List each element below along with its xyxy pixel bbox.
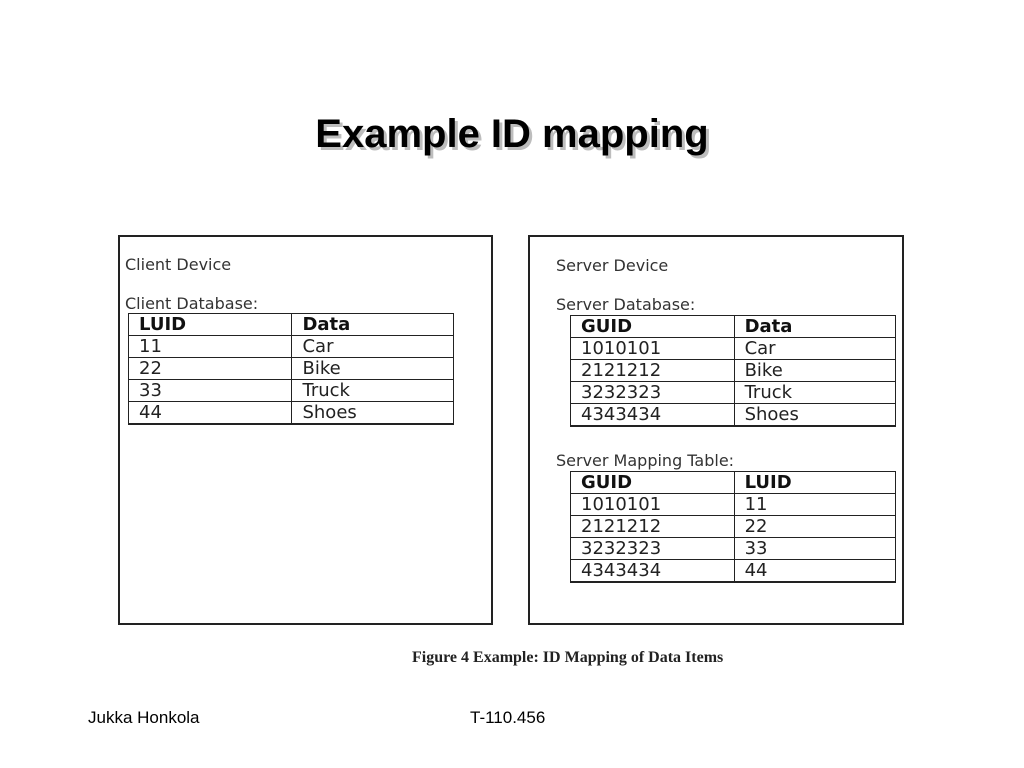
table-row xyxy=(571,516,896,538)
table-cell: 33 xyxy=(734,538,895,560)
client-device-label: Client Device xyxy=(125,255,232,274)
table-row xyxy=(129,402,454,425)
table-header-row xyxy=(571,472,896,494)
table-cell: 22 xyxy=(734,516,895,538)
table-cell: 3232323 xyxy=(571,538,735,560)
table-header-row xyxy=(129,314,454,336)
table-cell: 2121212 xyxy=(571,360,735,382)
column-header: LUID xyxy=(734,472,895,494)
table-cell: 44 xyxy=(734,560,895,583)
table-cell: 2121212 xyxy=(571,516,735,538)
client-database-table xyxy=(128,313,454,425)
table-cell: 1010101 xyxy=(571,494,735,516)
table-header-row xyxy=(571,316,896,338)
table-cell: Truck xyxy=(292,380,454,402)
table-cell: Shoes xyxy=(734,404,895,427)
server-mapping-table xyxy=(570,471,896,583)
table-cell: 11 xyxy=(734,494,895,516)
table-cell: 44 xyxy=(129,402,292,425)
table-cell: Car xyxy=(292,336,454,358)
footer-author: Jukka Honkola xyxy=(88,708,200,727)
table-cell: Car xyxy=(734,338,895,360)
table-row xyxy=(129,336,454,358)
table-row xyxy=(129,380,454,402)
table-cell: 4343434 xyxy=(571,560,735,583)
table-cell: Shoes xyxy=(292,402,454,425)
column-header: LUID xyxy=(129,314,292,336)
table-row xyxy=(571,382,896,404)
table-row xyxy=(571,538,896,560)
table-row xyxy=(571,360,896,382)
server-database-table xyxy=(570,315,896,427)
table-cell: Bike xyxy=(292,358,454,380)
table-row xyxy=(571,494,896,516)
table-cell: Truck xyxy=(734,382,895,404)
table-cell: Bike xyxy=(734,360,895,382)
client-device-panel xyxy=(118,235,493,625)
table-cell: 3232323 xyxy=(571,382,735,404)
figure-caption: Figure 4 Example: ID Mapping of Data Items xyxy=(412,649,724,666)
column-header: Data xyxy=(292,314,454,336)
server-device-panel xyxy=(528,235,904,625)
server-device-label: Server Device xyxy=(556,256,669,275)
table-row xyxy=(571,560,896,583)
column-header: GUID xyxy=(571,316,735,338)
column-header: GUID xyxy=(571,472,735,494)
client-database-label: Client Database: xyxy=(125,294,259,313)
table-row xyxy=(571,338,896,360)
footer-course: T-110.456 xyxy=(470,708,546,727)
table-cell: 4343434 xyxy=(571,404,735,427)
table-row xyxy=(571,404,896,427)
table-cell: 22 xyxy=(129,358,292,380)
table-cell: 1010101 xyxy=(571,338,735,360)
table-cell: 11 xyxy=(129,336,292,358)
table-cell: 33 xyxy=(129,380,292,402)
table-row xyxy=(129,358,454,380)
server-database-label: Server Database: xyxy=(556,295,696,314)
slide-title: Example ID mapping xyxy=(315,112,709,156)
server-mapping-label: Server Mapping Table: xyxy=(556,451,735,470)
column-header: Data xyxy=(734,316,895,338)
